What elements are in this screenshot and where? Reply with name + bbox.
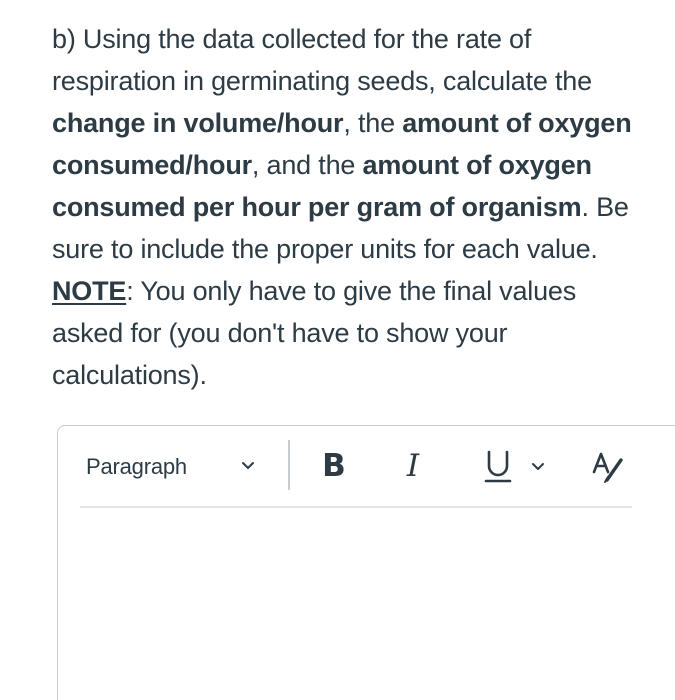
question-note-label: NOTE: [52, 276, 127, 306]
question-mid-2: , and the: [251, 150, 363, 180]
toolbar-divider: [288, 440, 290, 490]
text-format-button[interactable]: [588, 446, 628, 486]
italic-button[interactable]: [398, 446, 428, 486]
question-mid-3: . Be sure to include the proper units for each value.: [52, 192, 629, 264]
question-bold-change-volume: change in volume/hour: [52, 108, 344, 138]
block-format-label: Paragraph: [86, 454, 187, 479]
chevron-down-icon: [236, 454, 260, 478]
question-prefix: b) Using the data collected for the rate of respiration in germinating seeds, calculate the: [52, 24, 592, 96]
underline-button[interactable]: [478, 446, 518, 486]
rich-text-editor: [57, 425, 675, 700]
italic-glyph: I: [406, 448, 420, 484]
underline-icon: [480, 446, 516, 486]
block-format-dropdown[interactable]: [86, 450, 266, 484]
editor-toolbar: [58, 426, 675, 506]
question-bold-oxygen-gram: amount of oxygen consumed per hour per gram of organism: [52, 150, 592, 222]
text-format-icon: [588, 446, 628, 486]
underline-options-dropdown[interactable]: [528, 454, 548, 478]
bold-button[interactable]: [316, 446, 352, 486]
question-text: [52, 18, 652, 396]
chevron-down-icon: [528, 454, 548, 478]
question-bold-oxygen-hour: amount of oxygen consumed/hour: [52, 108, 632, 180]
editor-content-area[interactable]: [80, 508, 632, 700]
question-suffix: : You only have to give the final values asked for (you don't have to show your calculations).: [52, 276, 577, 390]
question-mid-1: , the: [343, 108, 403, 138]
bold-glyph: B: [322, 448, 346, 484]
